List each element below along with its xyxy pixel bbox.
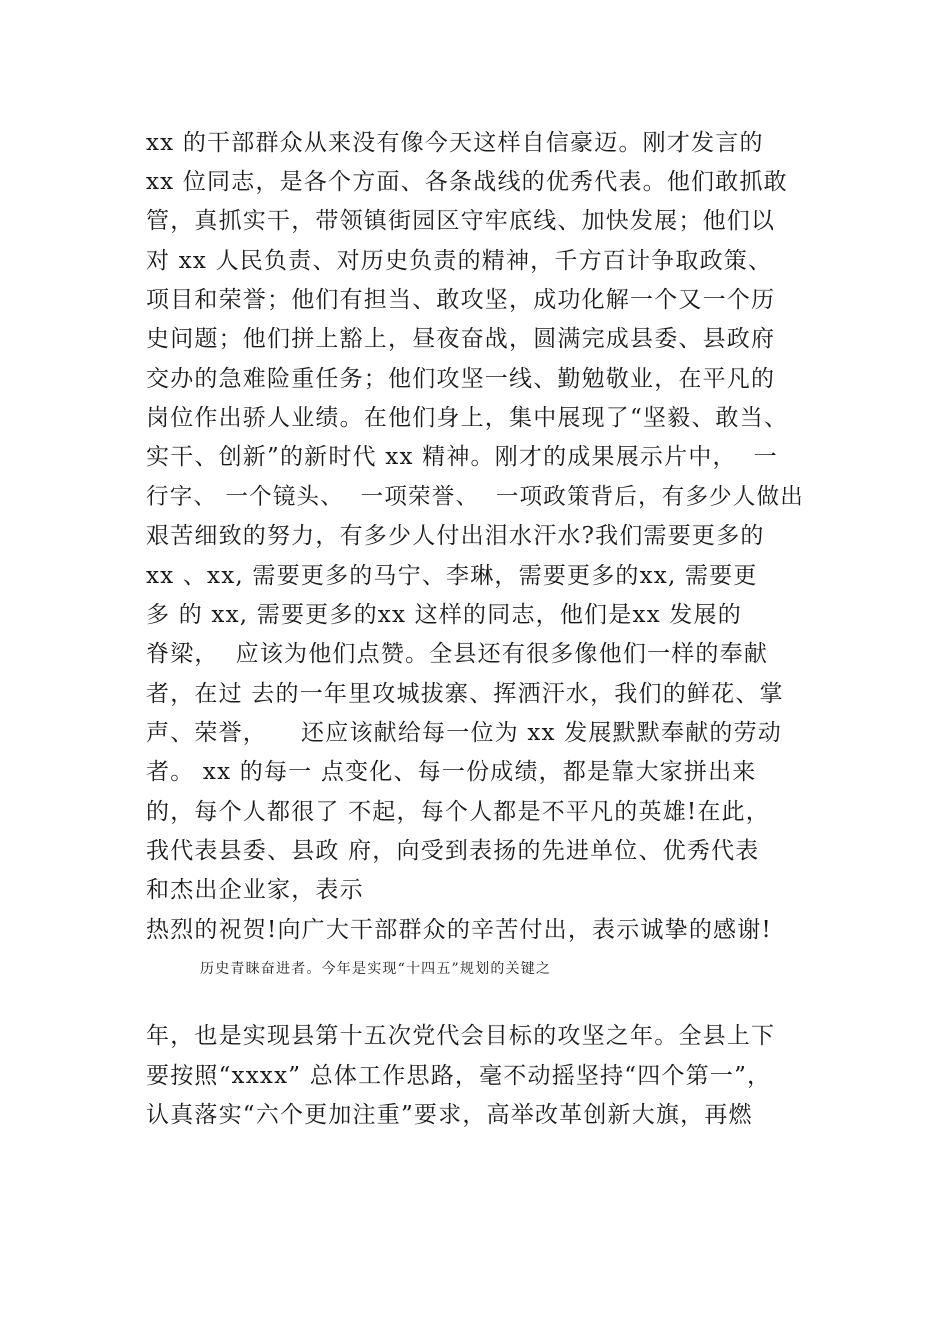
text-line: 热烈的祝贺!向广大干部群众的辛苦付出，表示诚挚的感谢! <box>146 917 772 943</box>
text-line: 者，在过 去的一年里攻城拔寨、挥洒汗水，我们的鲜花、掌 <box>146 681 784 707</box>
text-line: 者。 xx 的每一 点变化、每一份成绩，都是靠大家拼出来 <box>146 759 757 785</box>
text-line: 项目和荣誉；他们有担当、敢攻坚，成功化解一个又一个历 <box>146 287 776 313</box>
text-line: 岗位作出骄人业绩。在他们身上，集中展现了“坚毅、敢当、 <box>146 405 789 431</box>
text-line: 的，每个人都很了 不起，每个人都是不平凡的英雄!在此， <box>146 799 770 825</box>
text-line: 脊梁， 应该为他们点赞。全县还有很多像他们一样的奉献 <box>146 641 769 667</box>
paragraph-first-line: 历史青睐奋进者。今年是实现“十四五”规划的关键之 <box>200 961 552 977</box>
text-line: 交办的急难险重任务；他们攻坚一线、勤勉敬业，在平凡的 <box>146 366 776 392</box>
text-line: 我代表县委、县政 府，向受到表扬的先进单位、优秀代表 <box>146 838 760 864</box>
text-line: 认真落实“六个更加注重”要求，高举改革创新大旗，再燃 <box>146 1102 753 1128</box>
text-line: xx 的干部群众从来没有像今天这样自信豪迈。刚才发言的 <box>146 130 764 156</box>
text-line: 多 的 xx, 需要更多的xx 这样的同志，他们是xx 发展的 <box>146 602 742 628</box>
text-line: 和杰出企业家，表示 <box>146 877 364 903</box>
text-line: 史问题；他们拼上豁上，昼夜奋战，圆满完成县委、县政府 <box>146 326 776 352</box>
text-line: xx 位同志，是各个方面、各条战线的优秀代表。他们敢抓敢 <box>146 169 788 195</box>
text-line: 要按照“xxxx” 总体工作思路，毫不动摇坚持“四个第一”， <box>146 1063 772 1089</box>
text-line: 实干、创新”的新时代 xx 精神。刚才的成果展示片中， 一 <box>146 444 778 470</box>
text-line: 声、荣誉， 还应该献给每一位为 xx 发展默默奉献的劳动 <box>146 720 783 746</box>
text-line: 年，也是实现县第十五次党代会目标的攻坚之年。全县上下 <box>146 1023 776 1049</box>
text-line: 对 xx 人民负责、对历史负责的精神，千方百计争取政策、 <box>146 248 773 274</box>
text-line: 艰苦细致的努力，有多少人付出泪水汗水?我们需要更多的 <box>146 523 765 549</box>
text-line: 管，真抓实干，带领镇街园区守牢底线、加快发展；他们以 <box>146 208 776 234</box>
text-line: 行字、 一个镜头、 一项荣誉、 一项政策背后，有多少人做出 <box>146 484 804 510</box>
text-line: xx 、xx, 需要更多的马宁、李琳，需要更多的xx, 需要更 <box>146 563 758 589</box>
